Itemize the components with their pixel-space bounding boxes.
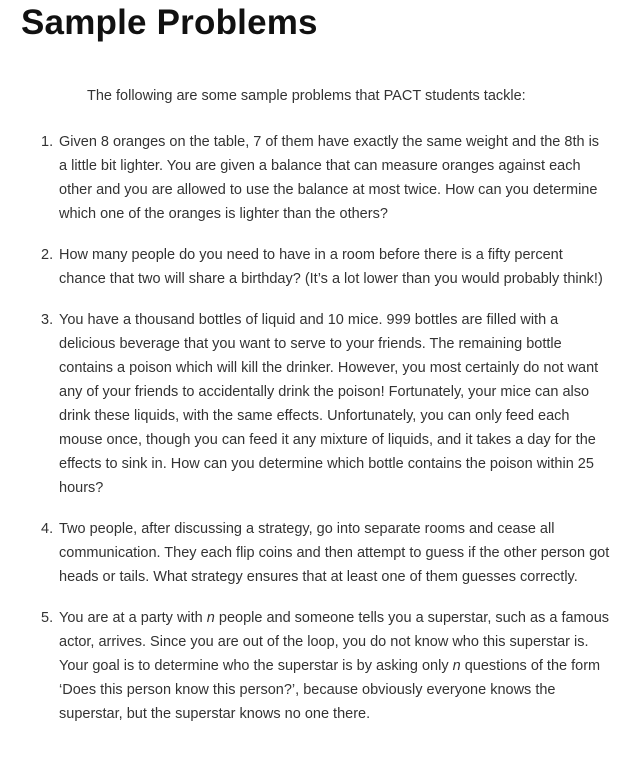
problem-number: 2. (41, 247, 54, 263)
problem-item-5 (0, 606, 641, 726)
problem-text-segment: people and someone tells you a superstar, such as a famous actor, arrives. Since you are out of the loop, you do not know who this superstar is. Your goal is to determine who the superstar is by asking only (59, 610, 610, 674)
problem-text (59, 521, 609, 585)
page-title: Sample Problems (21, 3, 318, 42)
problem-item-1 (0, 130, 641, 226)
problem-text-segment: How many people do you need to have in a room before there is a fifty percent chance that two will share a birthday? (It’s a lot lower than you would probably think!) (59, 247, 603, 287)
problem-text (59, 247, 603, 287)
problem-list (0, 130, 641, 743)
problem-number: 5. (41, 610, 54, 626)
problem-number: 3. (41, 312, 54, 328)
problem-text-segment: You have a thousand bottles of liquid and 10 mice. 999 bottles are filled with a delicious beverage that you want to serve to your friends. The remaining bottle contains a poison which will kill the drinker. However, you most certainly do not want any of your friends to accidentally drink the poison! Fortunately, your mice can also drink these liquids, with the same effects. Unfortunately, you can only feed each mouse once, though you can feed it any mixture of liquids, and it takes a day for the effects to sink in. How can you determine which bottle contains the poison within 25 hours? (59, 312, 599, 496)
problem-text (59, 312, 598, 496)
problem-text (59, 610, 609, 722)
problem-text-segment: Two people, after discussing a strategy, go into separate rooms and cease all communication. They each flip coins and then attempt to guess if the other person got heads or tails. What strategy ensures that at least one of them guesses correctly. (59, 521, 610, 585)
problem-item-2 (0, 243, 641, 291)
problem-text-segment: Given 8 oranges on the table, 7 of them have exactly the same weight and the 8th is a little bit lighter. You are given a balance that can measure oranges against each other and you are allowed to use the balance at most twice. How can you determine which one of the oranges is lighter than the others? (59, 134, 600, 222)
variable-n: n (452, 658, 461, 674)
variable-n: n (206, 610, 215, 626)
problem-number: 1. (41, 134, 54, 150)
problem-text-segment: questions of the form ‘Does this person know this person?’, because obviously everyone knows the superstar, but the superstar knows no one there. (59, 658, 601, 722)
problem-number: 4. (41, 521, 54, 537)
intro-text: The following are some sample problems that PACT students tackle: (87, 88, 526, 104)
problem-item-3 (0, 308, 641, 500)
problem-item-4 (0, 517, 641, 589)
problem-text (59, 134, 599, 222)
problem-text-segment: You are at a party with (59, 610, 207, 626)
